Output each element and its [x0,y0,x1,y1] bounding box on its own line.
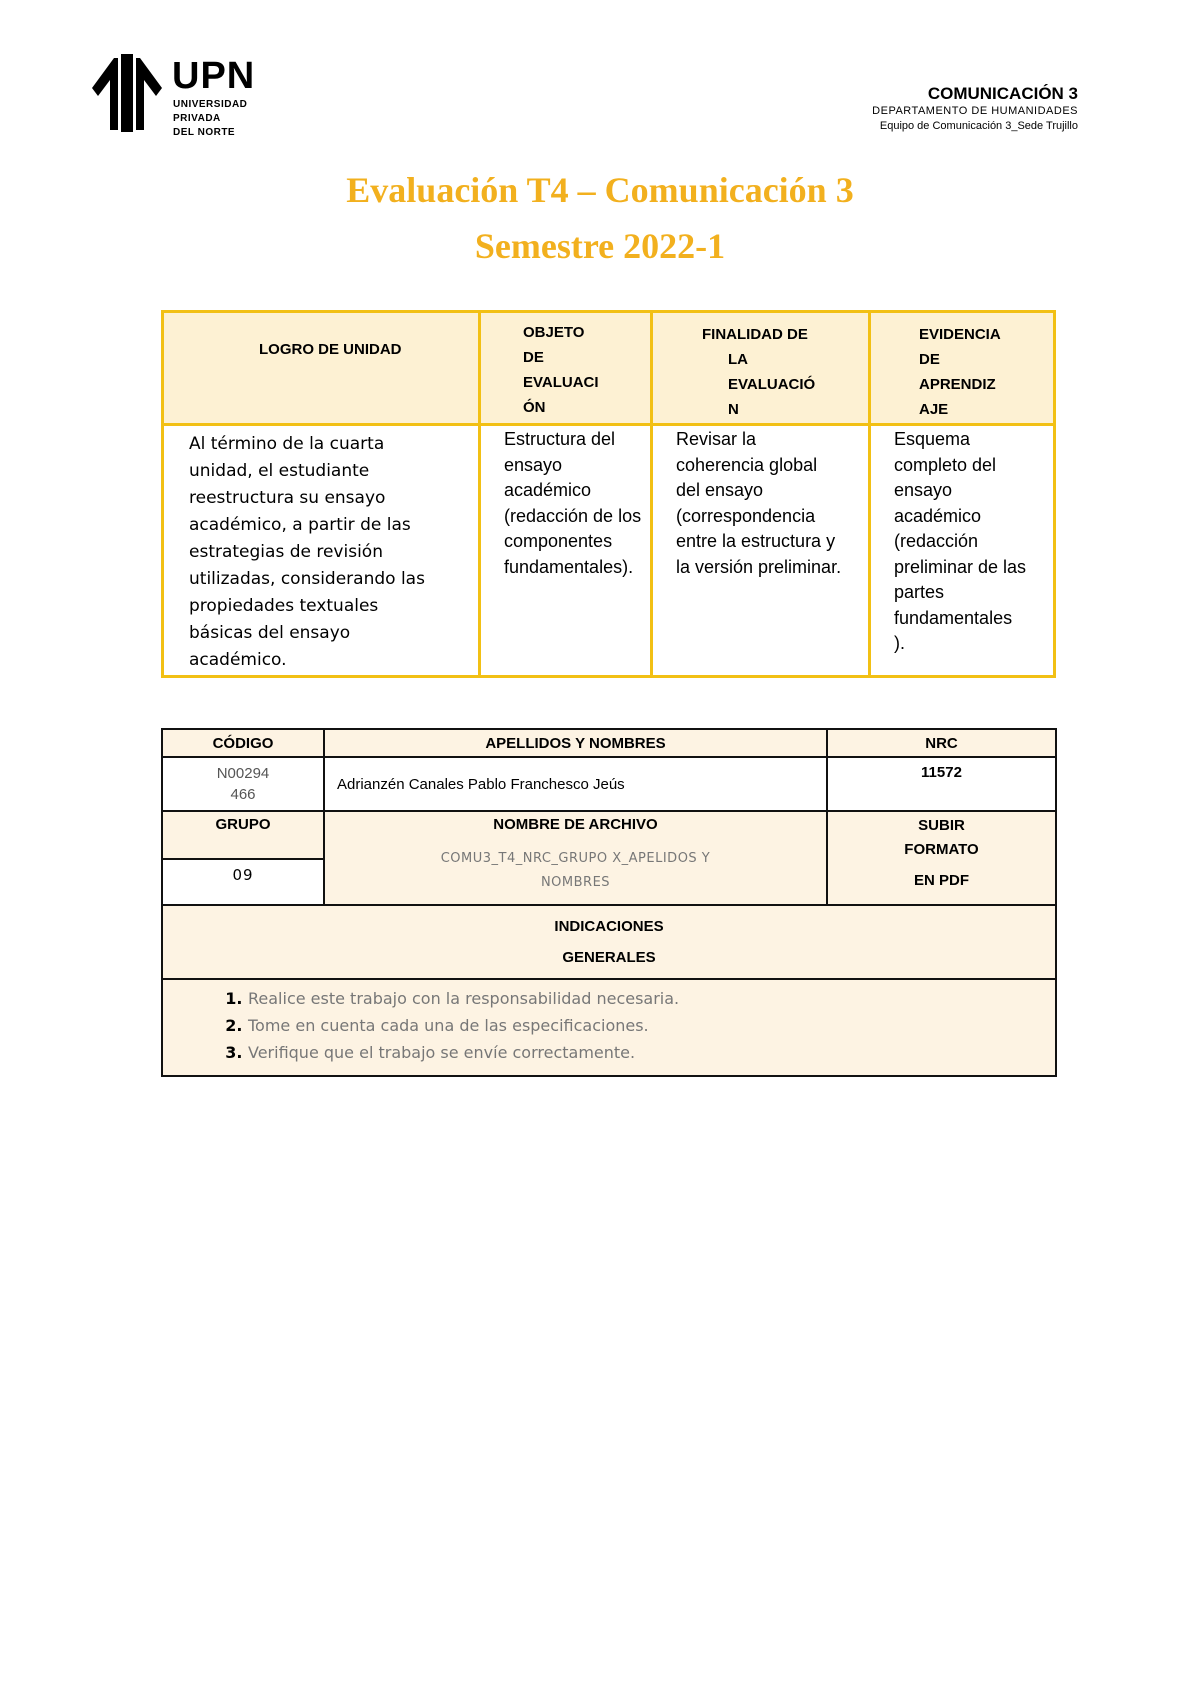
code-value: N00294 466 [162,757,324,811]
group-label: GRUPO [162,811,324,859]
indications-title-row [162,905,1056,979]
indications-title: INDICACIONES GENERALES [162,905,1056,979]
code-label: CÓDIGO [162,729,324,757]
indications-row [162,979,1056,1076]
arrow-logo-icon [92,54,162,132]
cell-logro: Al término de la cuarta unidad, el estudiante reestructura su ensayo académico, a partir de las estrategias de revisión utilizadas, considerando las propiedades textuales básicas del ensayo académico. [163,425,480,677]
group-value: 09 [162,859,324,905]
evaluation-table [161,310,1056,678]
group-label-row [162,811,1056,859]
team-name: Equipo de Comunicación 3_Sede Trujillo [879,120,1078,132]
upload-format: SUBIR FORMATO EN PDF [827,811,1056,905]
header-objeto: OBJETO DE EVALUACI ÓN [480,312,652,425]
department-name: DEPARTAMENTO DE HUMANIDADES [872,105,1078,117]
names-label: APELLIDOS Y NOMBRES [324,729,827,757]
brand-subtitle: UNIVERSIDAD PRIVADA DEL NORTE [173,99,248,138]
header-finalidad: FINALIDAD DE LA EVALUACIÓ N [652,312,870,425]
file-label: NOMBRE DE ARCHIVO [493,816,658,833]
course-header [872,84,1078,133]
cell-evidencia: Esquema completo del ensayo académico (redacción preliminar de las partes fundamentales ). [870,425,1055,677]
upn-logo [92,54,262,144]
indications-list-cell [162,979,1056,1076]
indication-item: 3. Verifique que el trabajo se envíe correctamente. [248,1039,1054,1066]
names-value: Adrianzén Canales Pablo Franchesco Jeús [324,757,827,811]
nrc-value: 11572 [827,757,1056,811]
evaluation-body-row [163,425,1055,677]
header-logro: LOGRO DE UNIDAD [163,312,480,425]
course-name: COMUNICACIÓN 3 [927,84,1078,103]
student-table [161,728,1057,1077]
file-name-cell [324,811,827,905]
evaluation-header-row [163,312,1055,425]
nrc-label: NRC [827,729,1056,757]
file-name-value: COMU3_T4_NRC_GRUPO X_APELIDOS Y NOMBRES [440,851,711,890]
page-title: Evaluación T4 – Comunicación 3 [346,170,854,210]
student-header-row [162,729,1056,757]
header-evidencia: EVIDENCIA DE APRENDIZ AJE [870,312,1055,425]
indication-item: 1. Realice este trabajo con la responsabilidad necesaria. [248,985,1054,1012]
cell-objeto: Estructura del ensayo académico (redacción de los componentes fundamentales). [480,425,652,677]
student-value-row [162,757,1056,811]
cell-finalidad: Revisar la coherencia global del ensayo (correspondencia entre la estructura y la versión preliminar. [652,425,870,677]
indications-list [164,981,1054,1074]
page-subtitle: Semestre 2022-1 [474,226,726,266]
brand-name: UPN [172,55,256,97]
indication-item: 2. Tome en cuenta cada una de las especificaciones. [248,1012,1054,1039]
